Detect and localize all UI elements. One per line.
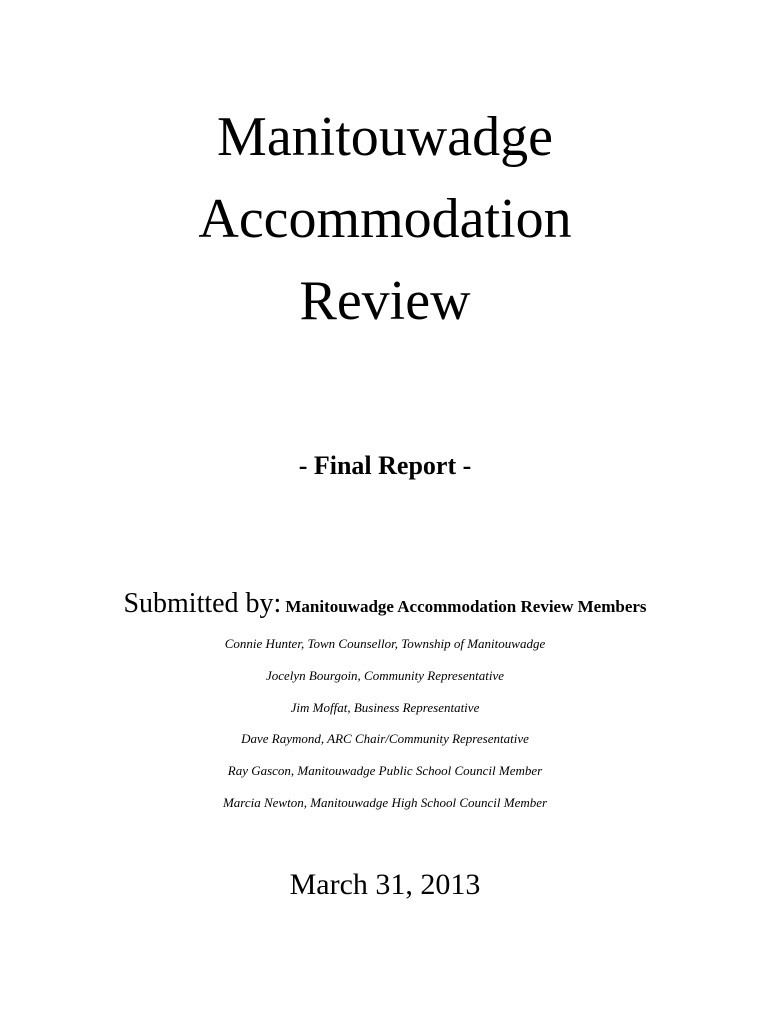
submitted-by-label: Submitted by: (123, 588, 282, 619)
member-item: Marcia Newton, Manitouwadge High School Council Member (222, 794, 548, 810)
report-subtitle: - Final Report - (298, 451, 472, 480)
title-line-2: Accommodation (198, 188, 572, 250)
member-item: Ray Gascon, Manitouwadge Public School Council Member (227, 763, 543, 779)
title-line-3: Review (299, 270, 471, 332)
report-date: March 31, 2013 (289, 868, 481, 901)
report-title (0, 96, 770, 342)
title-line-1: Manitouwadge (217, 106, 553, 168)
member-item: Connie Hunter, Town Counsellor, Township of Manitouwadge (224, 636, 546, 651)
member-list (0, 634, 770, 825)
submitted-by-line (0, 584, 770, 628)
member-item: Jim Moffat, Business Representative (290, 699, 480, 715)
member-item: Dave Raymond, ARC Chair/Community Representative (241, 731, 529, 747)
submitted-by-group: Manitouwadge Accommodation Review Members (285, 597, 647, 616)
member-item: Jocelyn Bourgoin, Community Representative (265, 667, 505, 683)
